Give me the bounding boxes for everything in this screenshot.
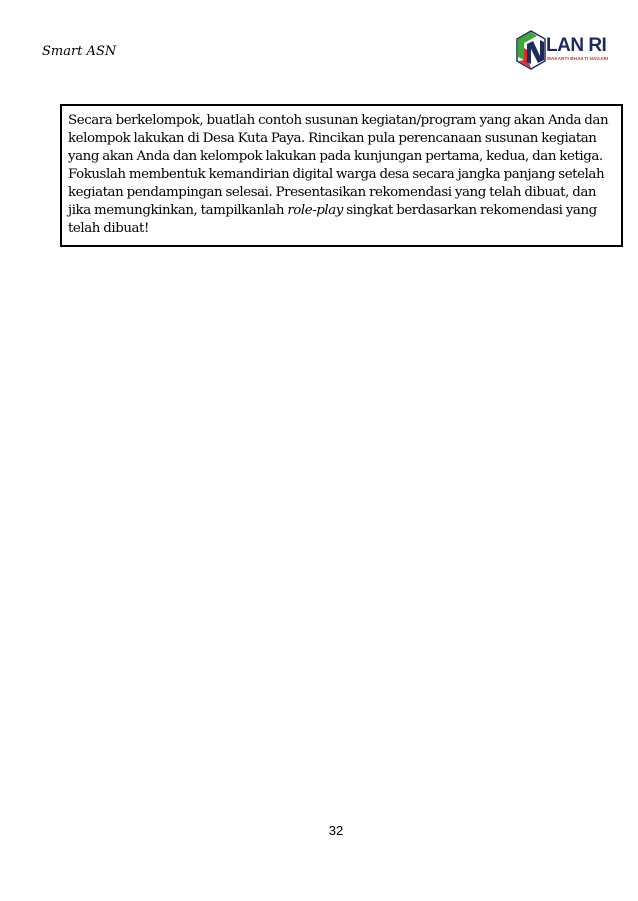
task-text-part-2: singkat berdasarkan rekomendasi yang telah dibuat!	[68, 203, 597, 236]
task-text	[68, 112, 615, 238]
task-box	[60, 104, 623, 247]
lan-ri-logo	[515, 30, 615, 70]
logo-tagline: MAKARTI BHAKTI NAGARI	[547, 56, 609, 61]
logo-text: LAN RI	[546, 35, 607, 56]
header-title: Smart ASN	[42, 44, 117, 59]
page-number: 32	[328, 823, 344, 838]
lan-ri-logo-icon	[515, 30, 547, 70]
task-text-part-1: Secara berkelompok, buatlah contoh susunan kegiatan/program yang akan Anda dan kelompok lakukan di Desa Kuta Paya. Rincikan pula perencanaan susunan kegiatan yang akan Anda dan kelompok lakukan pada kunjungan pertama, kedua, dan ketiga. Fokuslah membentuk kemandirian digital warga desa secara jangka panjang setelah kegiatan pendampingan selesai. Presentasikan rekomendasi yang telah dibuat, dan jika memungkinkan, tampilkanlah	[68, 113, 609, 218]
task-text-emphasis: role-play	[287, 203, 343, 218]
